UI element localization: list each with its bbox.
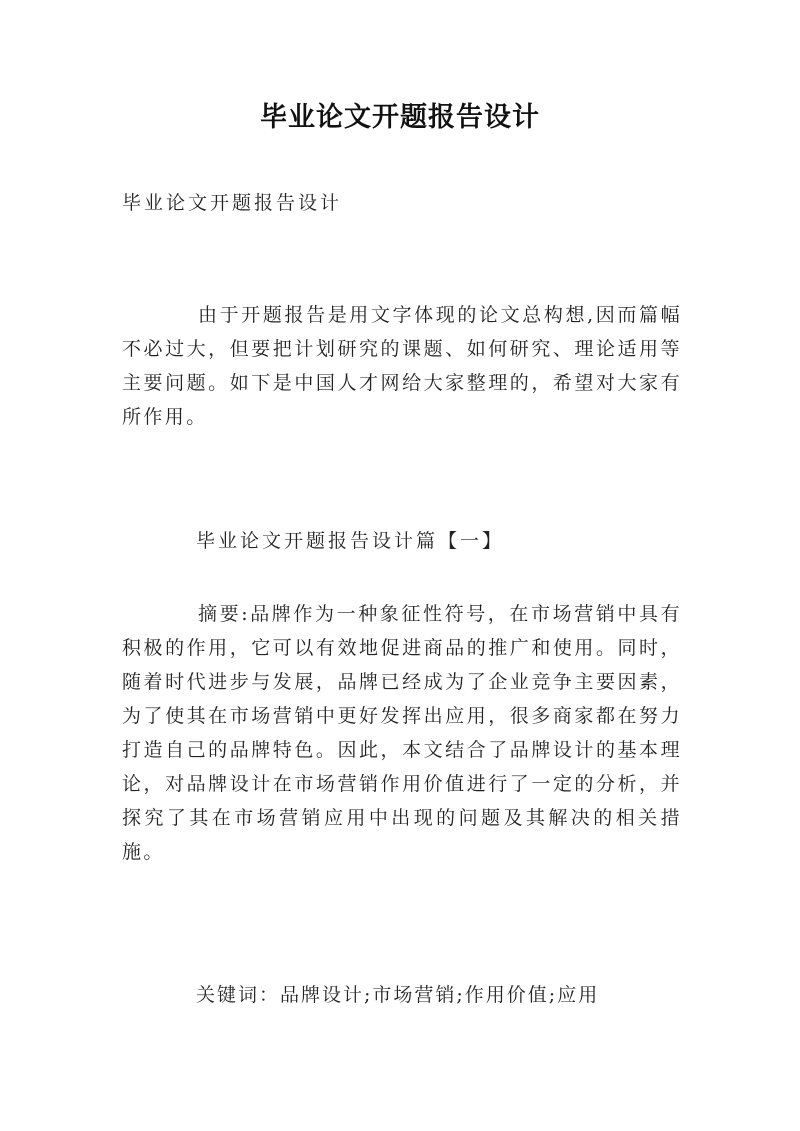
keywords-line: 关键词：品牌设计;市场营销;作用价值;应用 (196, 984, 600, 1006)
document-subtitle: 毕业论文开题报告设计 (122, 192, 343, 214)
document-title: 毕业论文开题报告设计 (260, 102, 540, 133)
abstract-paragraph: 摘要:品牌作为一种象征性符号，在市场营销中具有积极的作用，它可以有效地促进商品的推广和使用。同时，随着时代进步与发展，品牌已经成为了企业竞争主要因素，为了使其在市场营销中更好发挥出应用，很多商家都在努力打造自己的品牌特色。因此，本文结合了品牌设计的基本理论，对品牌设计在市场营销作用价值进行了一定的分析，并探究了其在市场营销应用中出现的问题及其解决的相关措施。 (122, 603, 682, 863)
intro-paragraph: 由于开题报告是用文字体现的论文总构想,因而篇幅不必过大，但要把计划研究的课题、如何研究、理论适用等主要问题。如下是中国人才网给大家整理的，希望对大家有所作用。 (122, 304, 682, 428)
section-heading: 毕业论文开题报告设计篇【一】 (196, 530, 505, 552)
